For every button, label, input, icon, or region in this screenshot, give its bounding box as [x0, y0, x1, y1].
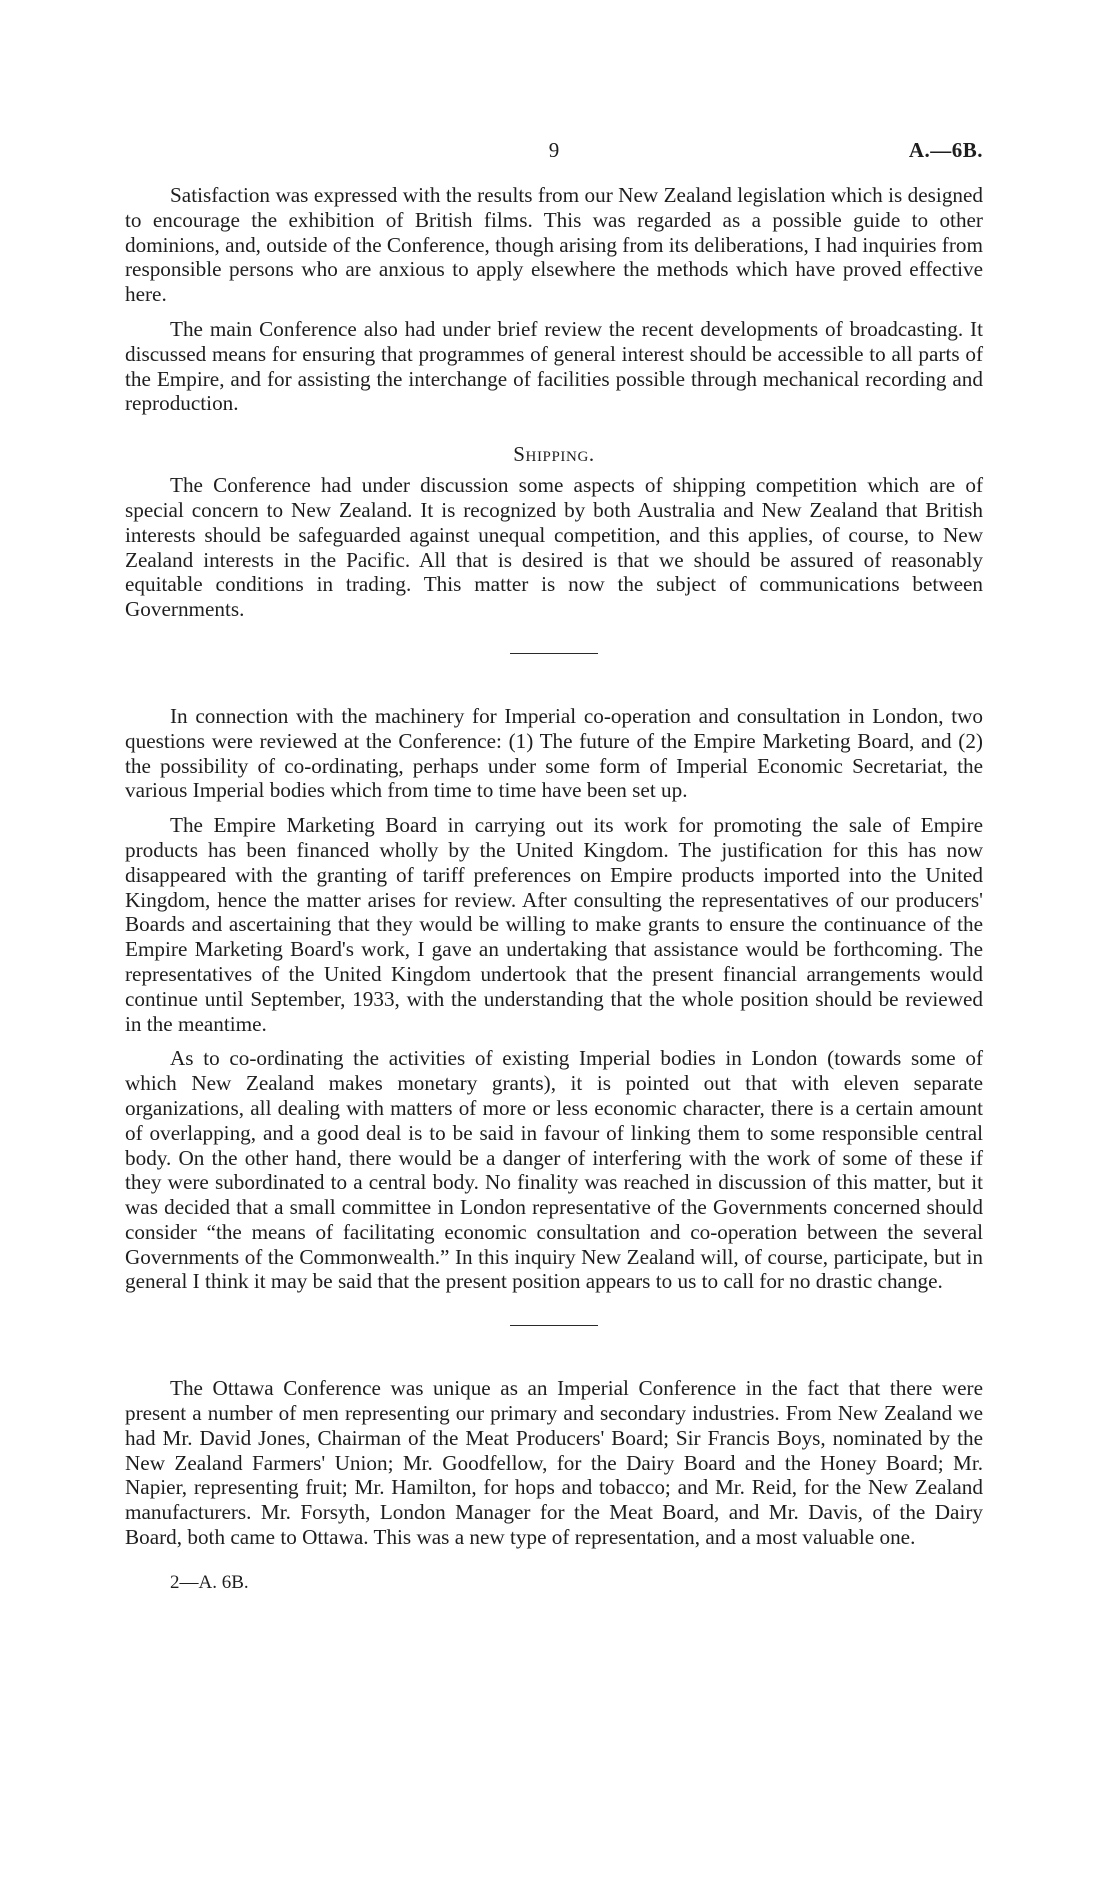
paragraph-shipping: The Conference had under discussion some aspects of shipping competition which are of special concern to New Zealand. It is recognized by both Australia and New Zealand that British interests should be safeguarded against unequal competition, and this applies, of course, to New Zealand interests in the Pacific. All that is desired is that we should be assured of reasonably equitable conditions in trading. This matter is now the subject of communications between Governments. — [125, 473, 983, 622]
paragraph-coordinating-bodies: As to co-ordinating the activities of existing Imperial bodies in London (towards some of which New Zealand makes monetary grants), it is pointed out that with eleven separate organizations, all dealing with matters of more or less economic character, there is a certain amount of overlapping, and a good deal is to be said in favour of linking them to some responsible central body. On the other hand, there would be a danger of interfering with the work of some of these if they were subordinated to a central body. No finality was reached in discussion of this matter, but it was decided that a small committee in London representative of the Governments concerned should consider “the means of facilitating economic consultation and co-operation between the several Governments of the Commonwealth.” In this inquiry New Zealand will, of course, participate, but in general I think it may be said that the present position appears to us to call for no drastic change. — [125, 1046, 983, 1294]
document-body — [125, 183, 983, 1594]
paragraph-empire-marketing-board: The Empire Marketing Board in carrying out its work for promoting the sale of Empire products has been financed wholly by the United Kingdom. The justification for this has now disappeared with the granting of tariff preferences on Empire products imported into the United Kingdom, hence the matter arises for review. After consulting the representatives of our producers' Boards and ascertaining that they would be willing to make grants to ensure the continuance of the Empire Marketing Board's work, I gave an undertaking that assistance would be forthcoming. The representatives of the United Kingdom undertook that the present financial arrangements would continue until September, 1933, with the understanding that the whole position should be reviewed in the meantime. — [125, 813, 983, 1036]
document-reference: A.—6B. — [908, 138, 983, 162]
page-header — [125, 138, 983, 168]
signature-mark: 2—A. 6B. — [170, 1571, 249, 1593]
paragraph-british-films: Satisfaction was expressed with the results from our New Zealand legislation which is designed to encourage the exhibition of British films. This was regarded as a possible guide to other dominions, and, outside of the Conference, though arising from its deliberations, I had inquiries from responsible persons who are anxious to apply elsewhere the methods which have proved effective here. — [125, 183, 983, 307]
section-divider — [510, 1325, 598, 1326]
paragraph-ottawa-representatives: The Ottawa Conference was unique as an Imperial Conference in the fact that there were present a number of men representing our primary and secondary industries. From New Zealand we had Mr. David Jones, Chairman of the Meat Producers' Board; Sir Francis Boys, nominated by the New Zealand Farmers' Union; Mr. Goodfellow, for the Dairy Board and the Honey Board; Mr. Napier, representing fruit; Mr. Hamilton, for hops and tobacco; and Mr. Reid, for the New Zealand manufacturers. Mr. Forsyth, London Manager for the Meat Board, and Mr. Davis, of the Dairy Board, both came to Ottawa. This was a new type of representation, and a most valuable one. — [125, 1376, 983, 1550]
section-heading-shipping: Shipping. — [513, 442, 595, 467]
page-number: 9 — [548, 138, 560, 162]
paragraph-imperial-cooperation: In connection with the machinery for Imperial co-operation and consultation in London, two questions were reviewed at the Conference: (1) The future of the Empire Marketing Board, and (2) the possibility of co-ordinating, perhaps under some form of Imperial Economic Secretariat, the various Imperial bodies which from time to time have been set up. — [125, 703, 983, 803]
paragraph-broadcasting: The main Conference also had under brief review the recent developments of broadcasting. It discussed means for ensuring that programmes of general interest should be accessible to all parts of the Empire, and for assisting the interchange of facilities possible through mechanical recording and reproduction. — [125, 316, 983, 416]
section-divider — [510, 653, 598, 654]
